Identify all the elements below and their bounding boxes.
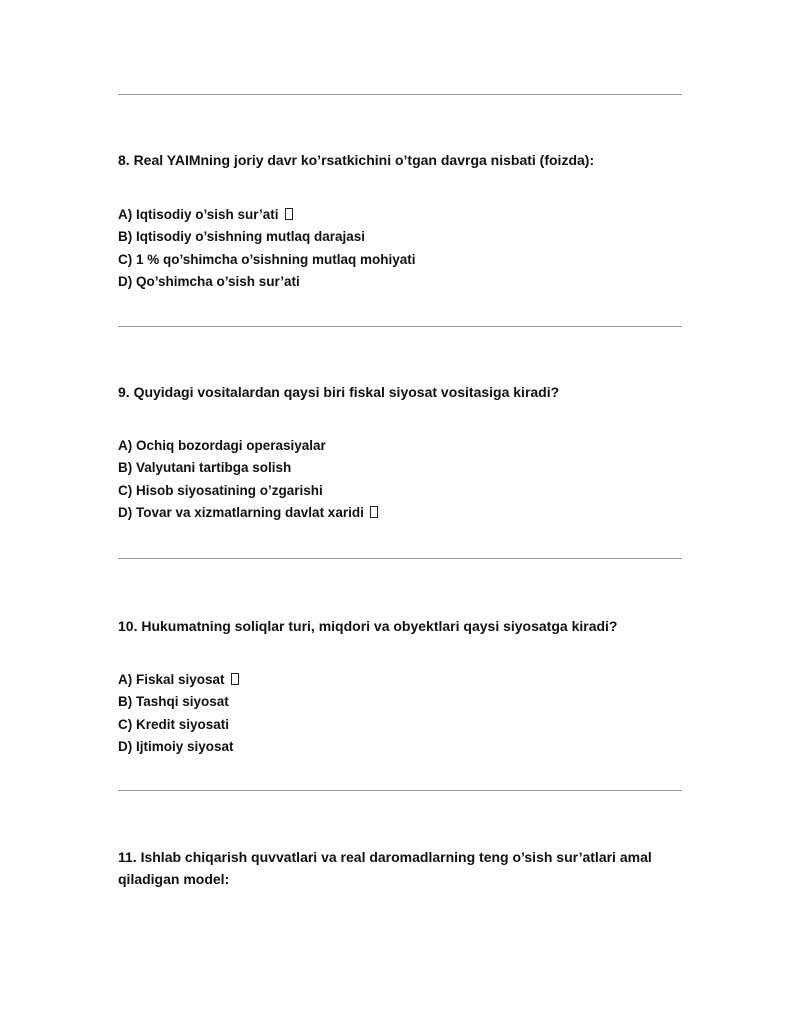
answer-mark-icon [285,208,293,220]
divider [118,94,682,95]
question-9-options [118,435,658,524]
option-8c: C) 1 % qo’shimcha o’sishning mutlaq mohiyati [118,251,416,267]
option-10d: D) Ijtimoiy siyosat [118,738,234,754]
divider [118,558,682,559]
option-9b: B) Valyutani tartibga solish [118,460,292,476]
question-8-options [118,204,658,293]
option-9d [118,502,658,524]
option-8d: D) Qo’shimcha o’sish sur’ati [118,273,300,289]
option-10b: B) Tashqi siyosat [118,694,229,710]
option-label: A) Fiskal siyosat [118,672,225,687]
option-10a [118,669,658,691]
answer-mark-icon [231,673,239,685]
question-9: 9. Quyidagi vositalardan qaysi biri fiskal siyosat vositasiga kiradi? [118,384,560,400]
question-11: 11. Ishlab chiqarish quvvatlari va real daromadlarning teng o’sish sur’atlari amal qiladigan model: [118,849,652,887]
question-10: 10. Hukumatning soliqlar turi, miqdori va obyektlari qaysi siyosatga kiradi? [118,618,618,634]
option-9a: A) Ochiq bozordagi operasiyalar [118,438,326,453]
question-10-options [118,669,658,758]
divider [118,790,682,791]
answer-mark-icon [370,506,378,518]
option-8b: B) Iqtisodiy o’sishning mutlaq darajasi [118,229,366,245]
question-8: 8. Real YAIMning joriy davr ko’rsatkichini o’tgan davrga nisbati (foizda): [118,152,595,168]
option-9c: C) Hisob siyosatining o’zgarishi [118,482,323,498]
option-8a [118,204,658,226]
divider [118,326,682,327]
option-10c: C) Kredit siyosati [118,716,230,732]
option-label: D) Tovar va xizmatlarning davlat xaridi [118,504,364,520]
option-label: A) Iqtisodiy o’sish sur’ati [118,207,279,222]
